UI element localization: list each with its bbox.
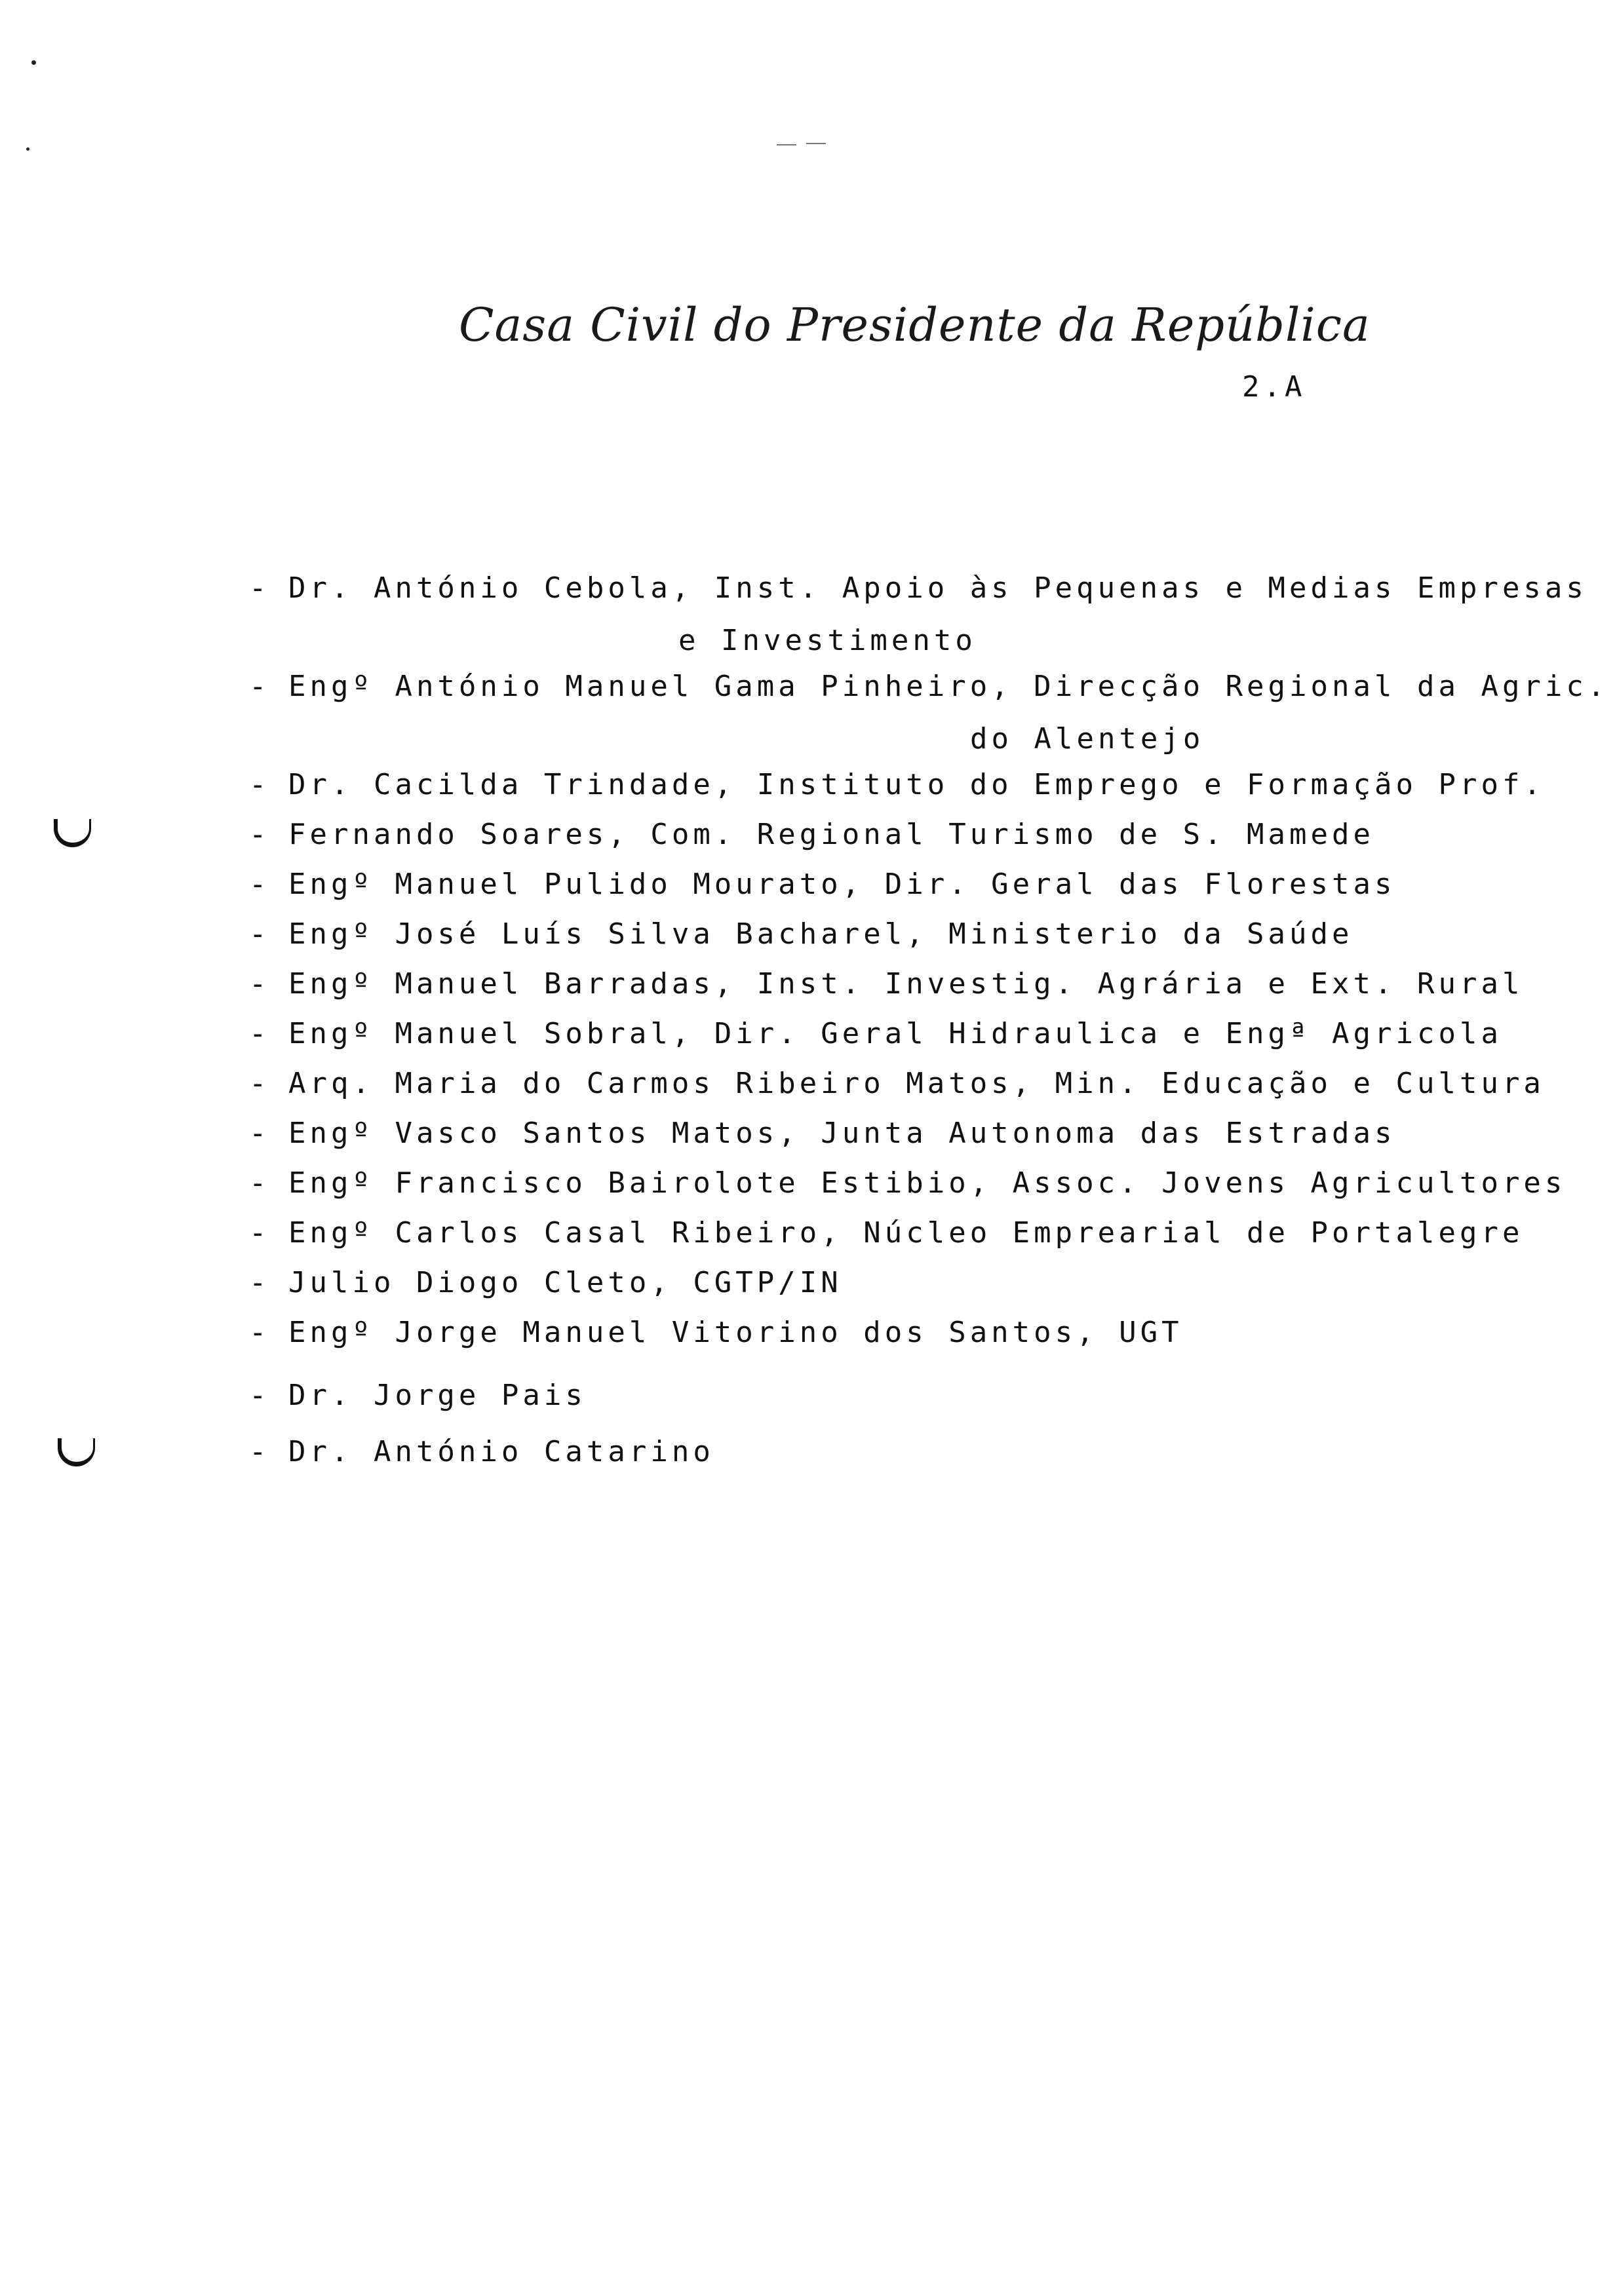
entry-text: Engº Carlos Casal Ribeiro, Núcleo Emprearial de Portalegre — [288, 1216, 1524, 1250]
entry-text: Julio Diogo Cleto, CGTP/IN — [288, 1266, 842, 1299]
scan-speck — [31, 60, 36, 65]
entry-text: Engº Manuel Pulido Mourato, Dir. Geral das Florestas — [288, 868, 1396, 901]
list-item — [249, 1265, 1573, 1314]
scan-artifact — [777, 144, 796, 145]
list-bullet: - — [249, 1266, 271, 1299]
entry-text: Engº Manuel Sobral, Dir. Geral Hidraulica e Engª Agricola — [288, 1017, 1502, 1050]
page-number: 2.A — [1242, 370, 1306, 404]
list-item — [249, 1115, 1573, 1165]
entry-text: Engº José Luís Silva Bacharel, Ministerio da Saúde — [288, 917, 1353, 951]
list-bullet: - — [249, 1316, 271, 1349]
list-bullet: - — [249, 1067, 271, 1100]
entry-text: Dr. Cacilda Trindade, Instituto do Emprego e Formação Prof. — [288, 768, 1545, 801]
entry-text: Engº Vasco Santos Matos, Junta Autonoma das Estradas — [288, 1117, 1396, 1150]
entry-text: Engº Manuel Barradas, Inst. Investig. Agrária e Ext. Rural — [288, 967, 1524, 1001]
entry-text: Dr. António Catarino — [288, 1435, 714, 1468]
list-bullet: - — [249, 670, 271, 703]
entry-text: Fernando Soares, Com. Regional Turismo de S. Mamede — [288, 818, 1375, 851]
entry-text: Engº Jorge Manuel Vitorino dos Santos, UGT — [288, 1316, 1183, 1349]
entry-continuation: e Investimento — [678, 624, 977, 657]
list-bullet: - — [249, 1117, 271, 1150]
entry-text: Engº António Manuel Gama Pinheiro, Direcção Regional da Agric. — [288, 670, 1609, 703]
list-bullet: - — [249, 917, 271, 951]
list-bullet: - — [249, 1379, 271, 1412]
list-item — [249, 668, 1609, 767]
list-item — [249, 866, 1573, 916]
list-bullet: - — [249, 1435, 271, 1468]
list-item — [249, 767, 1573, 816]
check-mark-icon — [58, 1438, 95, 1466]
list-item — [249, 1016, 1573, 1065]
scan-speck — [26, 147, 29, 151]
scan-artifact — [806, 143, 826, 144]
list-bullet: - — [249, 868, 271, 901]
list-item — [249, 1065, 1573, 1115]
list-bullet: - — [249, 1216, 271, 1250]
entry-text: Dr. António Cebola, Inst. Apoio às Pequenas e Medias Empresas — [288, 571, 1587, 605]
letterhead: Casa Civil do Presidente da República — [459, 298, 1371, 352]
list-item — [249, 1377, 1573, 1427]
list-item — [249, 816, 1573, 866]
list-bullet: - — [249, 571, 271, 605]
list-item — [249, 916, 1573, 966]
entry-text: Arq. Maria do Carmos Ribeiro Matos, Min. Educação e Cultura — [288, 1067, 1545, 1100]
entry-continuation: do Alentejo — [970, 722, 1205, 756]
list-item — [249, 1165, 1573, 1215]
list-bullet: - — [249, 768, 271, 801]
list-bullet: - — [249, 1166, 271, 1200]
participant-list — [249, 570, 1609, 1483]
list-bullet: - — [249, 818, 271, 851]
list-bullet: - — [249, 967, 271, 1001]
list-item — [249, 1434, 1573, 1483]
entry-text: Dr. Jorge Pais — [288, 1379, 587, 1412]
list-item — [249, 1314, 1573, 1364]
list-bullet: - — [249, 1017, 271, 1050]
list-item — [249, 570, 1587, 668]
entry-text: Engº Francisco Bairolote Estibio, Assoc. Jovens Agricultores — [288, 1166, 1566, 1200]
check-mark-icon — [54, 819, 91, 847]
list-item — [249, 1215, 1573, 1265]
list-item — [249, 966, 1573, 1016]
